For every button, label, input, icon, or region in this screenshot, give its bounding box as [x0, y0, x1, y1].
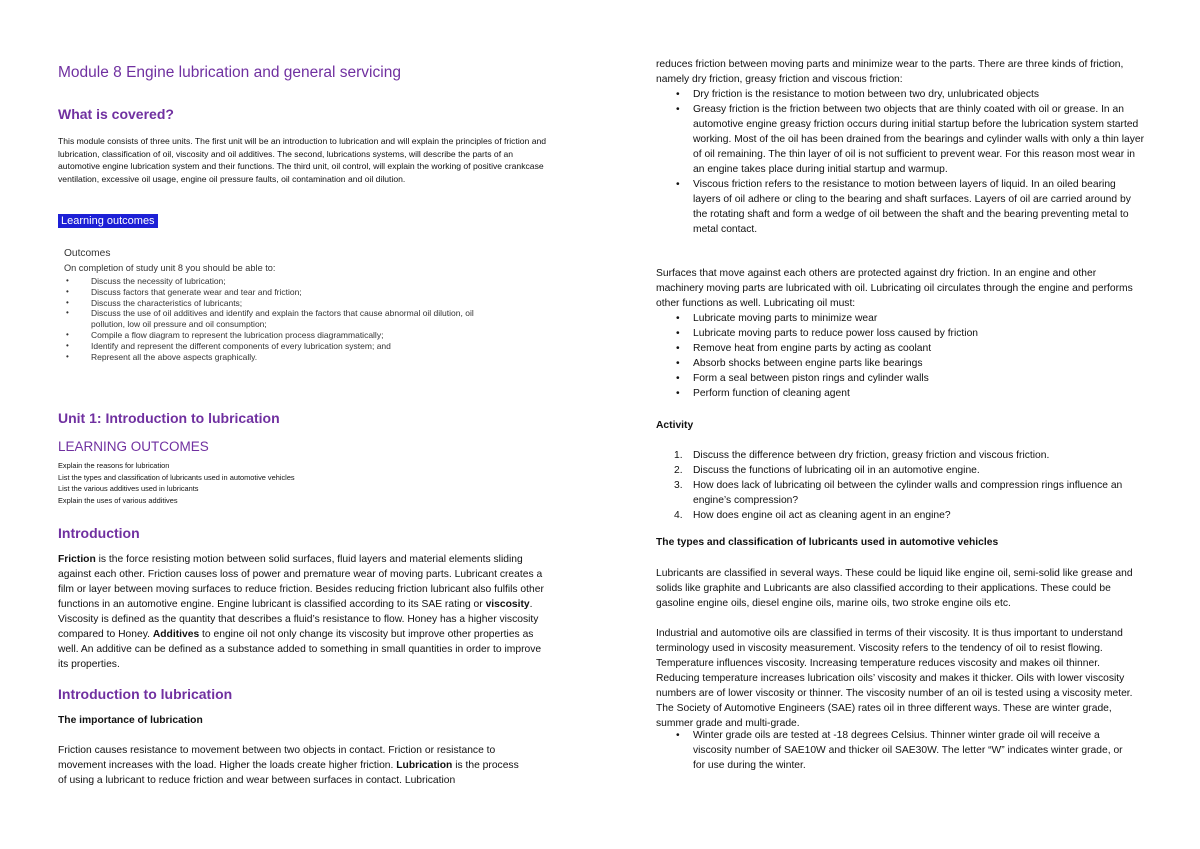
- list-item: • Absorb shocks between engine parts like bearings: [656, 356, 1146, 371]
- learning-outcomes-heading: LEARNING OUTCOMES: [58, 439, 209, 454]
- list-item: List the various additives used in lubricants: [58, 484, 199, 493]
- outcomes-intro: On completion of study unit 8 you should be able to:: [64, 263, 276, 273]
- intro-text-part: . Viscosity is defined as the quantity that describes a fluid’s resistance to flow. Honey has a higher viscosity compared to Honey.: [58, 599, 539, 640]
- friction-text-part: Friction causes resistance to movement between two objects in contact. Friction or resistance to movement increases with the load. Higher the loads create higher friction.: [58, 745, 496, 771]
- friction-types-list: [656, 87, 1146, 237]
- friction-paragraph: [58, 743, 528, 788]
- types-classification-heading: The types and classification of lubricants used in automotive vehicles: [656, 537, 999, 548]
- item-number: 4.: [674, 510, 683, 521]
- learning-outcomes-list: [58, 460, 295, 506]
- covered-paragraph: This module consists of three units. The first unit will be an introduction to lubrication and will explain the principles of friction and lubrication, classification of oil, viscosity and oil additives. The second, lubrications systems, will describe the parts of an automotive engine lubrication system and their functions. The third unit, oil control, will explain the working of positive crankcase ventilation, excessive oil usage, engine oil pressure faults, oil contamination and oil dilution.: [58, 136, 547, 184]
- outcomes-list: [64, 276, 484, 362]
- list-item: • Viscous friction refers to the resistance to motion between layers of liquid. In an oiled bearing layers of oil adhere or cling to the bearing and shaft surfaces. Layers of oil are carried around by the rotating shaft and form a wedge of oil between the shaft and the bearing preventing metal to metal contact.: [656, 177, 1146, 237]
- lubricants-classified-paragraph: Lubricants are classified in several ways. These could be liquid like engine oil, semi-solid like grease and solids like graphite and Lubricants are also classified according to their applications. These could be gasoline engine oils, diesel engine oils, marine oils, two stroke engine oils etc.: [656, 568, 1133, 609]
- list-item: • Perform function of cleaning agent: [656, 386, 1146, 401]
- list-item: • Form a seal between piston rings and cylinder walls: [656, 371, 1146, 386]
- list-item: [656, 463, 1146, 478]
- friction-term: Friction: [58, 554, 96, 565]
- intro-text-part: to engine oil not only change its viscosity but improve other properties as well. An additive can be defined as a substance added to something in small quantities in order to improve its properties.: [58, 629, 542, 670]
- item-text: Discuss the functions of lubricating oil in an automotive engine.: [693, 465, 980, 476]
- list-item: [656, 508, 1146, 523]
- module-title: Module 8 Engine lubrication and general servicing: [58, 64, 401, 81]
- item-number: 3.: [674, 480, 683, 491]
- list-item: • Greasy friction is the friction between two objects that are thinly coated with oil or grease. In an automotive engine greasy friction occurs during initial startup before the lubrication system started working. Most of the oil has been drained from the bearings and cylinder walls with only a thin layer of oil remaining. The thin layer of oil is not sufficient to prevent wear. For this reason most wear in an engine takes place during initial startup and warmup.: [656, 102, 1146, 177]
- activity-heading: Activity: [656, 420, 694, 431]
- activity-list: [656, 448, 1146, 523]
- viscosity-term: viscosity: [485, 599, 530, 610]
- list-item: • Remove heat from engine parts by acting as coolant: [656, 341, 1146, 356]
- learning-outcomes-badge: Learning outcomes: [58, 214, 158, 228]
- list-item: • Represent all the above aspects graphically.: [64, 352, 484, 363]
- grade-list: [656, 728, 1136, 773]
- list-item: List the types and classification of lubricants used in automotive vehicles: [58, 472, 295, 482]
- item-number: 1.: [674, 450, 683, 461]
- item-number: 2.: [674, 465, 683, 476]
- introduction-to-lubrication-heading: Introduction to lubrication: [58, 686, 233, 702]
- list-item: • Discuss the necessity of lubrication;: [64, 276, 484, 287]
- list-item: • Discuss factors that generate wear and tear and friction;: [64, 287, 484, 298]
- list-item: • Discuss the use of oil additives and identify and explain the factors that cause abnormal oil dilution, oil pollution, low oil pressure and oil consumption;: [64, 308, 484, 330]
- additives-term: Additives: [152, 629, 200, 640]
- list-item: • Lubricate moving parts to reduce power loss caused by friction: [656, 326, 1146, 341]
- reduces-friction-paragraph: reduces friction between moving parts and minimize wear to the parts. There are three kinds of friction, namely dry friction, greasy friction and viscous friction:: [656, 59, 1124, 85]
- introduction-heading: Introduction: [58, 525, 140, 541]
- intro-text-part: is the force resisting motion between solid surfaces, fluid layers and material elements sliding against each other. Friction causes loss of power and premature wear of moving parts. Lubricant creates a film or layer between moving surfaces to reduce friction. Besides reducing friction lubricant also fulfils other functions in an automotive engine. Engine lubricant is classified according to its SAE rating or: [58, 554, 544, 610]
- what-is-covered-heading: What is covered?: [58, 106, 174, 122]
- item-text: Discuss the difference between dry friction, greasy friction and viscous friction.: [693, 450, 1050, 461]
- list-item: • Lubricate moving parts to minimize wear: [656, 311, 1146, 326]
- list-item: • Discuss the characteristics of lubricants;: [64, 298, 484, 309]
- list-item: [656, 478, 1146, 508]
- industrial-oils-paragraph: Industrial and automotive oils are classified in terms of their viscosity. It is thus important to understand terminology used in viscosity measurement. Viscosity refers to the tendency of oil to resist flowing. Temperature influences viscosity. Increasing temperature reduces viscosity and makes oil thinner. Reducing temperature increases lubrication oils’ viscosity and makes it thicker. Oils with lower viscosity numbers are of lower viscosity or thinner. The viscosity number of an oil is tested using a viscosity meter. The Society of Automotive Engineers (SAE) rates oil in three different ways. These are winter grade, summer grade and multi-grade.: [656, 628, 1133, 729]
- friction-text-part: is the process of using a lubricant to reduce friction and wear between surfaces in contact. Lubrication: [58, 760, 519, 786]
- surfaces-paragraph: Surfaces that move against each others are protected against dry friction. In an engine and other machinery moving parts are lubricated with oil. Lubricating oil circulates through the engine and performs other functions as well. Lubricating oil must:: [656, 268, 1133, 309]
- unit1-heading: Unit 1: Introduction to lubrication: [58, 410, 280, 426]
- list-item: • Winter grade oils are tested at -18 degrees Celsius. Thinner winter grade oil will receive a viscosity number of SAE10W and thicker oil SAE30W. The letter “W” indicates winter grade, or for use during the winter.: [656, 728, 1136, 773]
- lubrication-term: Lubrication: [396, 760, 453, 771]
- item-text: How does engine oil act as cleaning agent in an engine?: [693, 510, 951, 521]
- list-item: • Dry friction is the resistance to motion between two dry, unlubricated objects: [656, 87, 1146, 102]
- lubricating-oil-must-list: [656, 311, 1146, 401]
- item-text: How does lack of lubricating oil between the cylinder walls and compression rings influence an engine’s compression?: [693, 480, 1123, 506]
- list-item: [656, 448, 1146, 463]
- list-item: Explain the reasons for lubrication: [58, 461, 170, 470]
- list-item: • Compile a flow diagram to represent the lubrication process diagrammatically;: [64, 330, 484, 341]
- importance-heading: The importance of lubrication: [58, 715, 203, 726]
- outcomes-heading: Outcomes: [64, 248, 111, 259]
- outcomes-box: [64, 248, 484, 362]
- introduction-paragraph: [58, 552, 548, 672]
- list-item: • Identify and represent the different components of every lubrication system; and: [64, 341, 484, 352]
- list-item: Explain the uses of various additives: [58, 495, 178, 505]
